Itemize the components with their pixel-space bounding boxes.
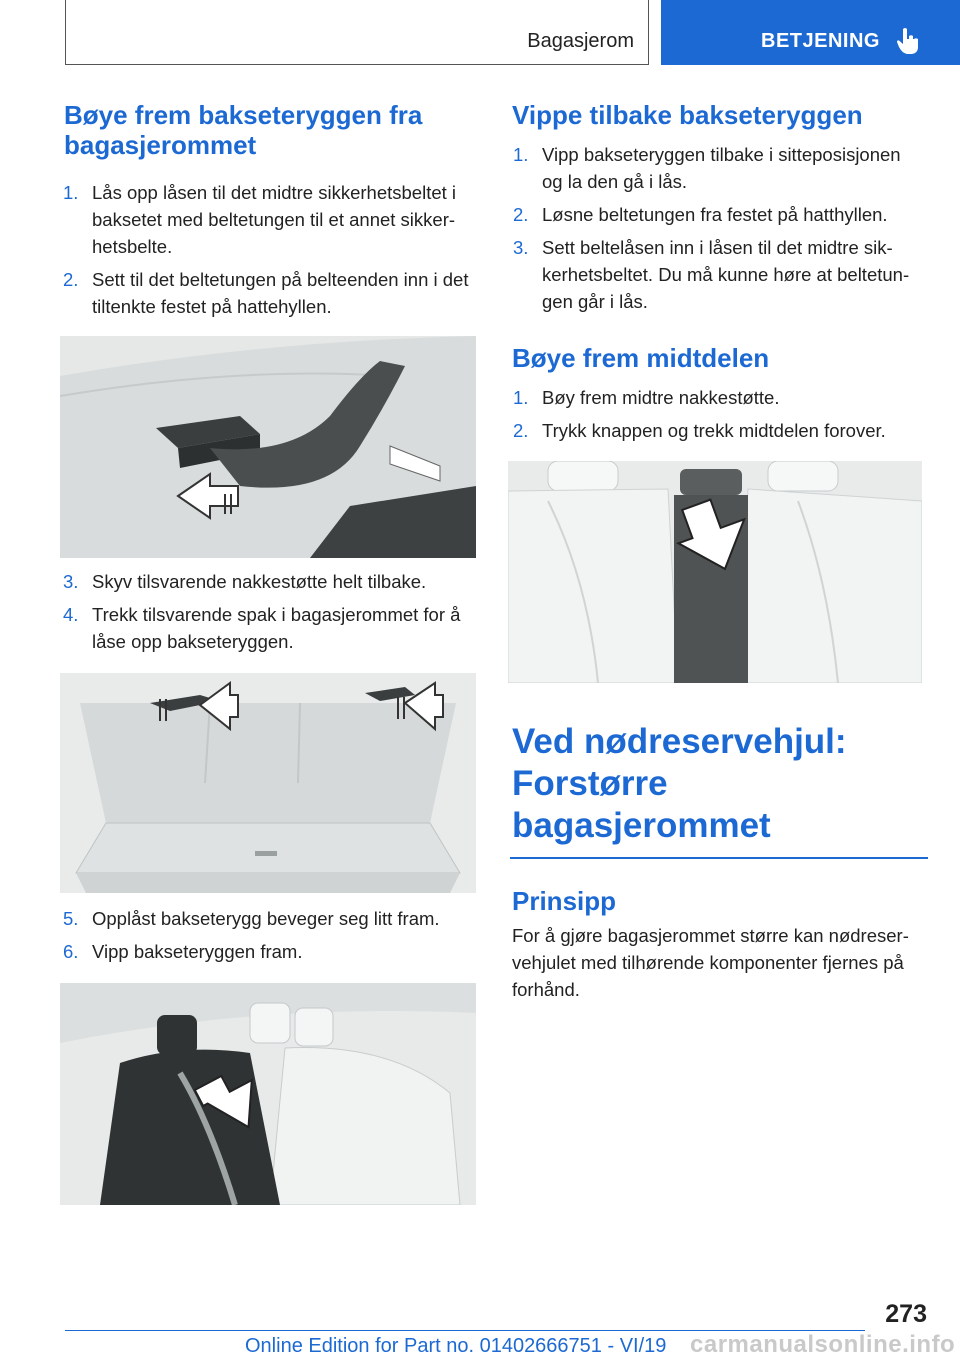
page-number: 273 (885, 1300, 927, 1328)
chapter-title-underline (510, 857, 928, 859)
list-item (60, 266, 476, 320)
left-column (60, 100, 476, 1205)
list-item (510, 201, 926, 228)
header-section-box (65, 0, 649, 65)
step-text: Bøy frem midtre nakkestøtte. (542, 387, 780, 408)
step-number: 3. (63, 571, 79, 592)
step-number: 1. (513, 144, 529, 165)
section-heading-tilt-back: Vippe tilbake bakseteryggen (512, 100, 863, 130)
hand-pointer-icon (896, 27, 922, 55)
step-number: 2. (513, 420, 529, 441)
step-text: Sett beltelåsen inn i låsen til det midtre sikkerhetsbeltet. Du må kunne høre at beltetungen går i lås. (542, 237, 910, 312)
list-item (510, 417, 926, 444)
watermark-text: carmanualsonline.info (690, 1331, 956, 1358)
step-number: 6. (63, 941, 79, 962)
step-text: Vipp bakseteryggen tilbake i sitteposisjonen og la den gå i lås. (542, 144, 901, 192)
steps-list-center-fold (510, 384, 926, 444)
principle-paragraph: For å gjøre bagasjerommet større kan nødreservehjulet med tilhørende komponenter fjernes på forhånd. (512, 924, 909, 1000)
illustration-hat-shelf-belt (60, 336, 476, 558)
steps-list-2 (60, 568, 476, 655)
step-number: 3. (513, 237, 529, 258)
list-item (60, 601, 476, 655)
section-heading-center-fold: Bøye frem midtdelen (512, 343, 770, 373)
chapter-title: Ved nødreservehjul: Forstørre bagasjerommet (512, 722, 847, 845)
step-number: 1. (513, 387, 529, 408)
illustration-seat-fold-forward (60, 983, 476, 1205)
steps-list-1 (60, 179, 476, 320)
list-item (510, 141, 926, 195)
section-title: Bagasjerom (527, 30, 634, 52)
list-item (510, 384, 926, 411)
step-text: Skyv tilsvarende nakkestøtte helt tilbake. (92, 571, 427, 592)
subheading-principle: Prinsipp (512, 885, 617, 916)
step-text: Sett til det beltetungen på belteenden inn i det tiltenkte festet på hattehyllen. (92, 269, 469, 317)
chapter-tab (661, 0, 960, 65)
step-text: Trekk tilsvarende spak i bagasjerommet for å låse opp bakseteryggen. (92, 604, 461, 652)
edition-text: Online Edition for Part no. 01402666751 - VI/19 (245, 1335, 667, 1357)
step-number: 5. (63, 908, 79, 929)
list-item (510, 234, 926, 315)
step-text: Trykk knappen og trekk midtdelen forover. (542, 420, 886, 441)
step-number: 1. (63, 182, 79, 203)
list-item (60, 905, 476, 932)
step-number: 2. (63, 269, 79, 290)
step-text: Løsne beltetungen fra festet på hatthyllen. (542, 204, 888, 225)
step-text: Opplåst bakseterygg beveger seg litt fram. (92, 908, 440, 929)
right-column (510, 100, 926, 1003)
steps-list-tilt-back (510, 141, 926, 315)
chapter-tab-label: BETJENING (761, 30, 880, 52)
step-number: 4. (63, 604, 79, 625)
list-item (60, 938, 476, 965)
illustration-trunk-levers (60, 673, 476, 893)
steps-list-3 (60, 905, 476, 965)
illustration-center-section (508, 461, 922, 683)
list-item (60, 179, 476, 260)
step-text: Vipp bakseteryggen fram. (92, 941, 303, 962)
section-heading-fold-from-trunk: Bøye frem bakseteryggen fra bagasjerommet (64, 100, 423, 160)
list-item (60, 568, 476, 595)
step-text: Lås opp låsen til det midtre sikkerhetsbeltet i baksetet med beltetungen til et annet sikkerhetsbelte. (92, 182, 457, 257)
step-number: 2. (513, 204, 529, 225)
